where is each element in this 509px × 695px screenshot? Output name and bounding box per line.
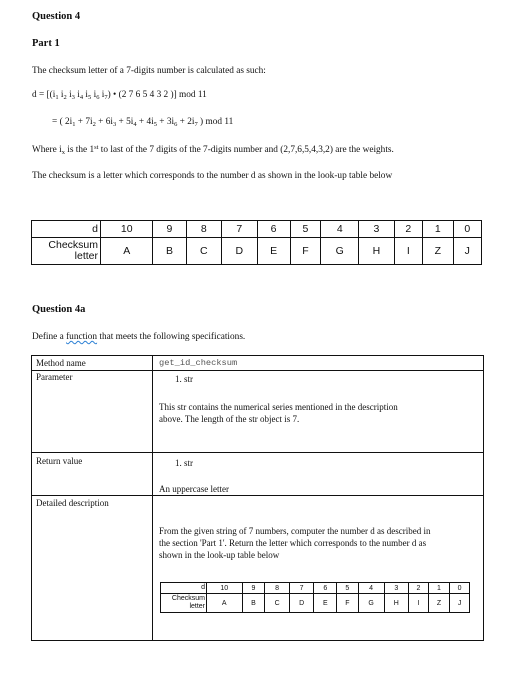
lookup-letter-cell: A [101,238,153,265]
lookup-d-cell: 4 [321,221,359,238]
detail-text-1: From the given string of 7 numbers, computer the number d as described in [159,526,431,536]
lookup-letter-cell: D [222,238,258,265]
small-lookup-d-cell: 8 [265,583,289,594]
lookup-d-cell: 0 [453,221,481,238]
lookup-letter-cell: F [290,238,321,265]
small-lookup-letter-cell: A [207,594,243,613]
lookup-letter-cell: C [186,238,222,265]
part-title: Part 1 [32,38,60,49]
parameter-desc-2: above. The length of the str object is 7. [159,414,300,424]
small-lookup-table [160,582,470,613]
small-lookup-letter-cell: J [450,594,470,613]
intro-text: The checksum letter of a 7-digits number is calculated as such: [32,66,266,76]
formula-line-1: $d = [(i_1$ $i_2$ $i_3$ $i_4$ $i_5$ $i_6$ $i_7$) • (2 7 6 5 4 3 2 )] mod 11 [32,90,207,101]
lookup-letter-cell: J [453,238,481,265]
small-lookup-letter-cell: D [289,594,313,613]
small-lookup-label-letter: Checksum letter [161,594,207,613]
small-lookup-row-d [161,583,470,594]
spec-divider [32,452,483,453]
small-lookup-letter-cell: B [242,594,265,613]
return-item: 1. str [175,458,193,468]
lookup-d-cell: 6 [257,221,290,238]
lookup-table [31,220,482,265]
lookup-d-cell: 9 [153,221,186,238]
detail-text-3: shown in the look-up table below [159,550,280,560]
lookup-label-letter: Checksum letter [32,238,101,265]
lookup-letter-cell: I [394,238,422,265]
small-lookup-d-cell: 4 [358,583,384,594]
lookup-d-cell: 8 [186,221,222,238]
lookup-letter-cell: H [359,238,395,265]
small-lookup-d-cell: 9 [242,583,265,594]
lookup-letter-cell: E [257,238,290,265]
formula-line-2: = ( $2i_1 + 7i_2 + 6i_3 + 5i_4 + 4i_5 + 3i_6 + 2i_7$ ) mod 11 [52,117,234,128]
lookup-letter-cell: G [321,238,359,265]
detail-label: Detailed description [36,498,109,508]
parameter-item: 1. str [175,374,193,384]
lookup-d-cell: 3 [359,221,395,238]
small-lookup-d-cell: 10 [207,583,243,594]
small-lookup-d-cell: 0 [450,583,470,594]
lookup-d-cell: 1 [422,221,453,238]
lookup-d-cell: 7 [222,221,258,238]
lookup-d-cell: 2 [394,221,422,238]
small-lookup-letter-cell: H [384,594,408,613]
small-lookup-d-cell: 2 [409,583,429,594]
small-lookup-d-cell: 3 [384,583,408,594]
lookup-row-letter [32,238,482,265]
question-title: Question 4 [32,11,81,22]
small-lookup-label-d: d [161,583,207,594]
lookup-label-d: d [32,221,101,238]
small-lookup-d-cell: 1 [428,583,449,594]
lookup-d-cell: 10 [101,221,153,238]
small-lookup-letter-cell: F [337,594,358,613]
spec-divider [32,370,483,371]
define-text: Define a function that meets the following specifications. [32,332,246,342]
spec-table [31,355,484,641]
small-lookup-letter-cell: G [358,594,384,613]
spec-divider [32,495,483,496]
small-lookup-d-cell: 5 [337,583,358,594]
lookup-text: The checksum is a letter which corresponds to the number d as shown in the look-up table below [32,171,393,181]
method-name-value: get_id_checksum [159,358,238,368]
return-desc: An uppercase letter [159,484,229,494]
small-lookup-letter-cell: C [265,594,289,613]
lookup-d-cell: 5 [290,221,321,238]
parameter-label: Parameter [36,372,73,382]
parameter-desc-1: This str contains the numerical series mentioned in the description [159,402,398,412]
small-lookup-letter-cell: E [314,594,337,613]
spec-divider [152,356,153,640]
small-lookup-d-cell: 6 [314,583,337,594]
question-4a-title: Question 4a [32,304,86,315]
where-text: Where $i_x$ is the 1st to last of the 7 digits of the 7-digits number and (2,7,6,5,4,3,2) are the weights. [32,144,394,156]
lookup-letter-cell: B [153,238,186,265]
lookup-row-d [32,221,482,238]
return-label: Return value [36,456,83,466]
detail-text-2: the section 'Part 1'. Return the letter which corresponds to the number d as [159,538,427,548]
small-lookup-letter-cell: Z [428,594,449,613]
method-name-label: Method name [36,358,86,368]
small-lookup-letter-cell: I [409,594,429,613]
small-lookup-d-cell: 7 [289,583,313,594]
small-lookup-row-letter [161,594,470,613]
lookup-letter-cell: Z [422,238,453,265]
